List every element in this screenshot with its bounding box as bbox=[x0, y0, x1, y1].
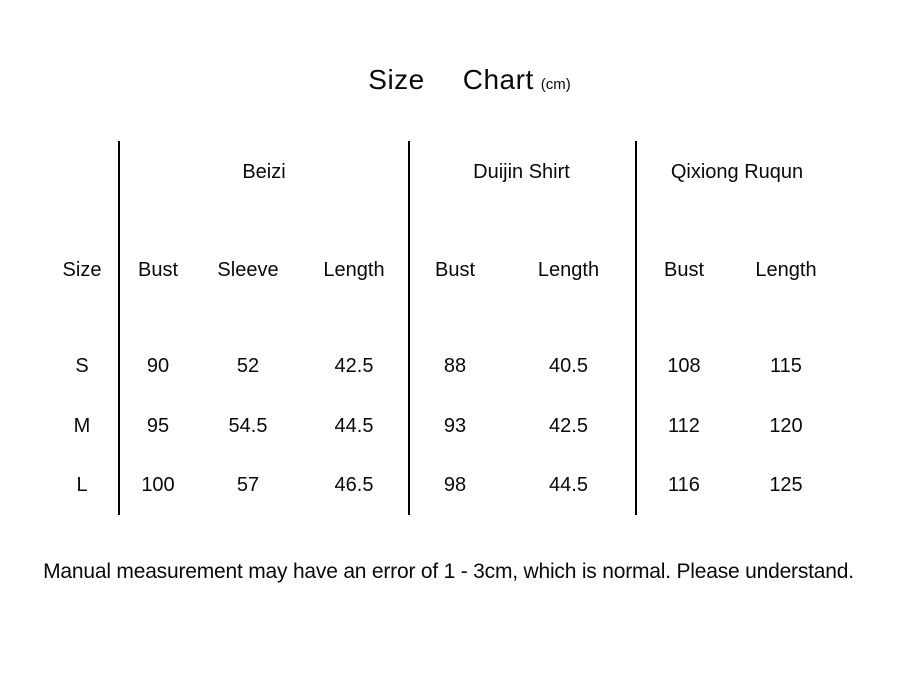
page-title bbox=[21, 64, 897, 96]
table-cell: 115 bbox=[770, 354, 802, 377]
table-cell: 90 bbox=[146, 354, 170, 377]
table-cell: 93 bbox=[443, 414, 467, 437]
table-cell: 42.5 bbox=[334, 354, 374, 377]
row-s-size-label: S bbox=[75, 354, 89, 377]
table-cell: 46.5 bbox=[334, 473, 374, 496]
table-cell: 100 bbox=[141, 473, 175, 496]
table-cell: 44.5 bbox=[549, 473, 588, 496]
table-cell: 40.5 bbox=[549, 354, 588, 377]
title-unit-cm: (cm) bbox=[540, 76, 571, 93]
column-header-qixiong-bust: Bust bbox=[663, 258, 705, 281]
table-cell: 98 bbox=[443, 473, 467, 496]
column-header-duijin-length: Length bbox=[537, 258, 600, 281]
row-l-size-label: L bbox=[76, 473, 88, 496]
table-divider-middle bbox=[408, 141, 410, 515]
column-header-duijin-bust: Bust bbox=[434, 258, 476, 281]
group-header-duijin-shirt: Duijin Shirt bbox=[473, 161, 570, 183]
table-divider-left bbox=[118, 141, 120, 515]
table-cell: 42.5 bbox=[549, 414, 588, 437]
row-m-size-label: M bbox=[73, 414, 91, 437]
table-cell: 88 bbox=[443, 354, 467, 377]
group-header-beizi: Beizi bbox=[242, 161, 286, 183]
table-cell: 120 bbox=[769, 414, 803, 437]
table-cell: 112 bbox=[668, 414, 700, 437]
measurement-note: Manual measurement may have an error of 1 - 3cm, which is normal. Please understand. bbox=[43, 560, 854, 583]
table-cell: 95 bbox=[146, 414, 170, 437]
table-cell: 44.5 bbox=[334, 414, 374, 437]
title-word-size: Size bbox=[368, 64, 425, 95]
table-cell: 52 bbox=[236, 354, 260, 377]
column-header-qixiong-length: Length bbox=[755, 258, 817, 281]
size-table bbox=[44, 140, 839, 515]
table-cell: 57 bbox=[236, 473, 260, 496]
table-divider-right bbox=[635, 141, 637, 515]
title-word-chart: Chart bbox=[462, 64, 534, 95]
table-cell: 116 bbox=[668, 473, 700, 496]
column-header-beizi-sleeve: Sleeve bbox=[217, 258, 279, 281]
table-cell: 54.5 bbox=[228, 414, 268, 437]
table-cell: 125 bbox=[769, 473, 803, 496]
column-header-beizi-length: Length bbox=[323, 258, 385, 281]
table-cell: 108 bbox=[667, 354, 701, 377]
group-header-qixiong-ruqun: Qixiong Ruqun bbox=[670, 161, 804, 183]
column-header-beizi-bust: Bust bbox=[137, 258, 179, 281]
column-header-size: Size bbox=[62, 258, 102, 281]
